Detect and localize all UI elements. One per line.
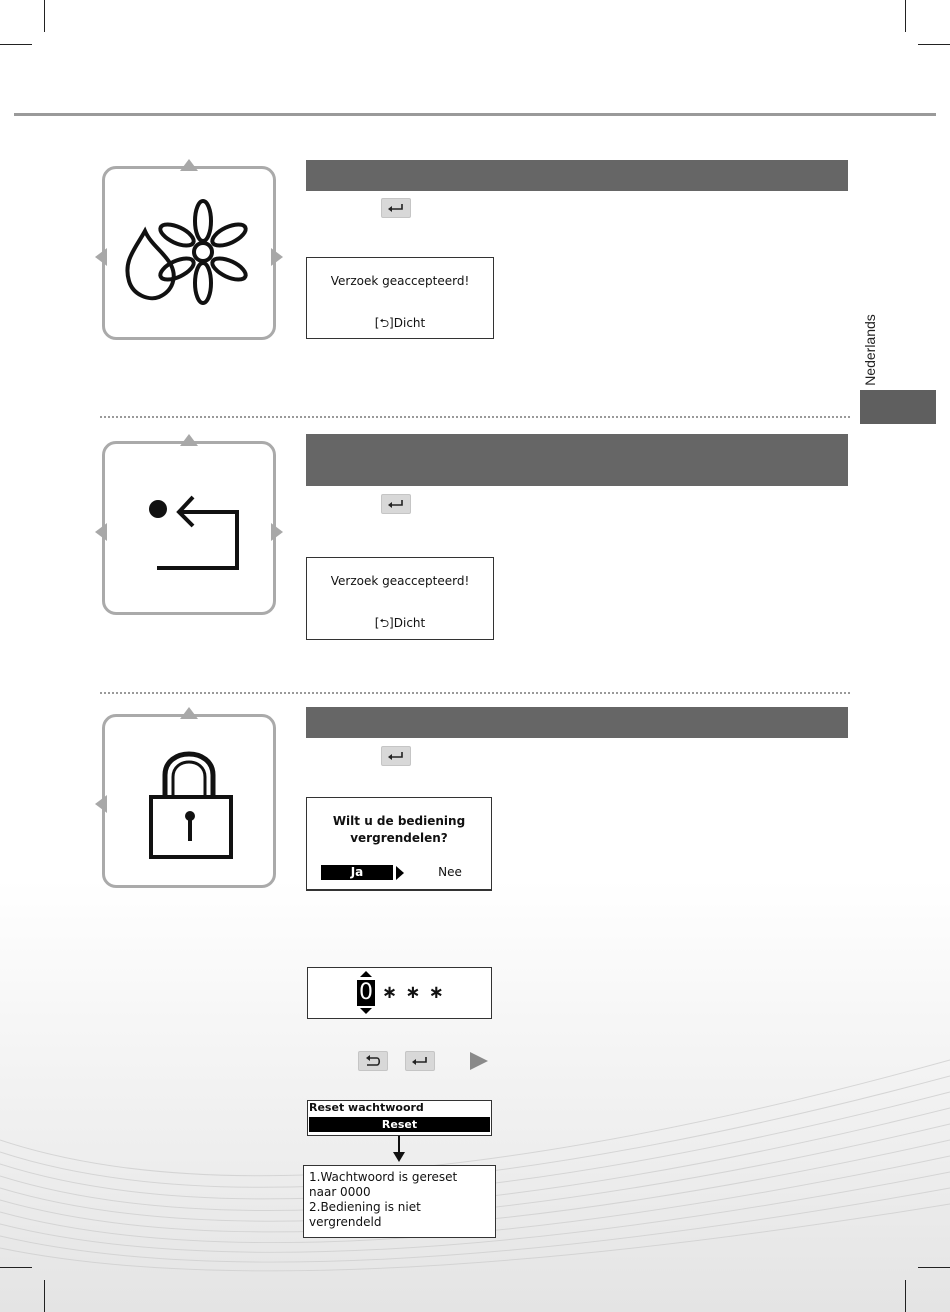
crop-mark bbox=[44, 1280, 45, 1312]
crop-mark bbox=[918, 1267, 950, 1268]
crop-mark bbox=[0, 44, 32, 45]
flower-drop-icon bbox=[105, 169, 273, 337]
padlock-icon bbox=[105, 717, 273, 885]
section-2-header-bar bbox=[306, 434, 848, 486]
password-masked: ∗ ∗ ∗ bbox=[382, 982, 445, 1003]
crop-mark bbox=[0, 1267, 32, 1268]
crop-mark bbox=[905, 0, 906, 32]
result-line-1: 1.Wachtwoord is gereset bbox=[309, 1170, 458, 1184]
play-right-icon bbox=[470, 1052, 488, 1070]
enter-key-icon bbox=[381, 494, 411, 514]
dialog-message: Verzoek geaccepteerd! bbox=[330, 574, 470, 588]
digit-up-icon bbox=[360, 971, 372, 977]
no-option[interactable]: Nee bbox=[438, 865, 462, 879]
lock-question-line1: Wilt u de bediening bbox=[332, 814, 466, 828]
language-tab bbox=[860, 390, 936, 424]
crop-mark bbox=[905, 1280, 906, 1312]
crop-mark bbox=[918, 44, 950, 45]
reset-button[interactable]: Reset bbox=[309, 1117, 490, 1132]
enter-key-icon bbox=[381, 746, 411, 766]
crop-mark bbox=[44, 0, 45, 32]
nav-left-icon bbox=[95, 248, 107, 266]
language-tab-label: Nederlands bbox=[862, 314, 878, 386]
nav-up-icon bbox=[180, 434, 198, 446]
section-1-header-bar bbox=[306, 160, 848, 191]
section-3-header-bar bbox=[306, 707, 848, 738]
nav-right-icon bbox=[271, 248, 283, 266]
nav-left-icon bbox=[95, 795, 107, 813]
reset-title: Reset wachtwoord bbox=[309, 1101, 424, 1114]
lock-question-line2: vergrendelen? bbox=[350, 831, 448, 845]
selection-arrow-icon bbox=[396, 866, 404, 880]
icon-frame-2 bbox=[102, 441, 276, 615]
result-line-4: vergrendeld bbox=[309, 1215, 382, 1229]
digit-down-icon bbox=[360, 1008, 372, 1014]
dialog-message: Verzoek geaccepteerd! bbox=[330, 274, 470, 288]
enter-key-icon bbox=[405, 1051, 435, 1071]
result-line-2: naar 0000 bbox=[309, 1185, 371, 1199]
flow-arrow-head-icon bbox=[393, 1152, 405, 1162]
password-digit[interactable]: 0 bbox=[359, 980, 373, 1005]
lock-dialog bbox=[306, 797, 492, 891]
section-divider bbox=[100, 692, 850, 694]
background-swoosh bbox=[0, 880, 950, 1312]
confirm-dialog-1 bbox=[306, 257, 494, 339]
dialog-close-label: [⮌]Dicht bbox=[374, 616, 426, 630]
enter-key-icon bbox=[381, 198, 411, 218]
yes-option[interactable]: Ja bbox=[321, 865, 393, 880]
dialog-close-label: [⮌]Dicht bbox=[374, 316, 426, 330]
section-divider bbox=[100, 416, 850, 418]
nav-up-icon bbox=[180, 707, 198, 719]
result-line-3: 2.Bediening is niet bbox=[309, 1200, 421, 1214]
nav-up-icon bbox=[180, 159, 198, 171]
icon-frame-3 bbox=[102, 714, 276, 888]
icon-frame-1 bbox=[102, 166, 276, 340]
return-dot-icon bbox=[105, 444, 273, 612]
confirm-dialog-2 bbox=[306, 557, 494, 640]
back-key-icon bbox=[358, 1051, 388, 1071]
reset-password-screen bbox=[307, 1100, 492, 1136]
header-rule bbox=[14, 113, 936, 116]
nav-left-icon bbox=[95, 523, 107, 541]
nav-right-icon bbox=[271, 523, 283, 541]
password-entry bbox=[307, 967, 492, 1019]
reset-result-message bbox=[303, 1165, 496, 1238]
